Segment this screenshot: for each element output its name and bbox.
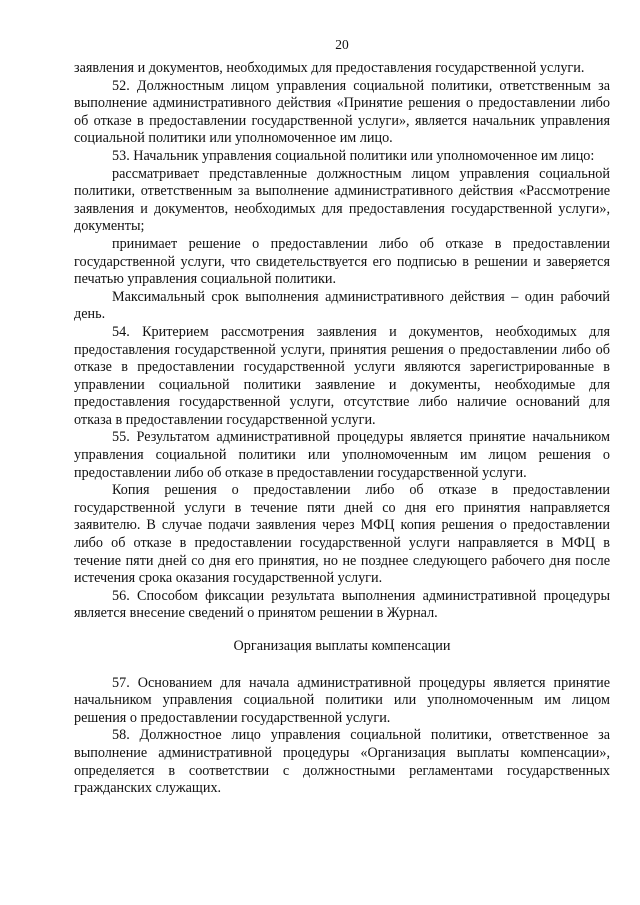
- paragraph-53: 53. Начальник управления социальной политики или уполномоченное им лицо:: [112, 147, 595, 164]
- paragraph-copy-of-decision: Копия решения о предоставлении либо об отказе в предоставлении государственной услуги в течение пяти дней со дня его принятия направляется заявителю. В случае подачи заявления через МФЦ копия решения о предоставлении либо об отказе в предоставлении государственной услуги направляется в МФЦ в течение пяти дней со дня его принятия, но не позднее следующего рабочего дня после истечения срока оказания государственной услуги.: [74, 482, 610, 587]
- paragraph-53-decides: принимает решение о предоставлении либо об отказе в предоставлении государственной услуги, что свидетельствуется его подписью в решении и заверяется печатью управления социальной политики.: [74, 235, 610, 288]
- paragraph-55: 55. Результатом административной процедуры является принятие начальником управления социальной политики или уполномоченным им лицом решения о предоставлении либо об отказе в предоставлении государственной услуги.: [74, 429, 610, 481]
- paragraph-54: 54. Критерием рассмотрения заявления и документов, необходимых для предоставления государственной услуги, принятия решения о предоставлении либо об отказе в предоставлении государственной услуги являются зарегистрированные в управлении социальной политики заявление и документы, необходимые для предоставления государственной услуги, отсутствие либо наличие оснований для отказа в предоставлении государственной услуги.: [74, 323, 610, 428]
- paragraph-52: 52. Должностным лицом управления социальной политики, ответственным за выполнение административного действия «Принятие решения о предоставлении либо об отказе в предоставлении государственной услуги», является начальник управления социальной политики или уполномоченное им лицо.: [74, 77, 610, 147]
- paragraph-58: 58. Должностное лицо управления социальной политики, ответственное за выполнение административной процедуры «Организация выплаты компенсации», определяется в соответствии с должностными регламентами государственных гражданских служащих.: [74, 727, 610, 797]
- document-page: [74, 36, 610, 798]
- paragraph-57: 57. Основанием для начала административной процедуры является принятие начальником управления социальной политики или уполномоченным им лицом решения о предоставлении государственной услуги.: [74, 674, 610, 726]
- paragraph-56: 56. Способом фиксации результата выполнения административной процедуры является внесение сведений о принятом решении в Журнал.: [74, 587, 610, 622]
- paragraph-max-term: Максимальный срок выполнения административного действия – один рабочий день.: [74, 288, 610, 323]
- paragraph-53-reviews: рассматривает представленные должностным лицом управления социальной политики, ответственным за выполнение административного действия «Рассмотрение заявления и документов, необходимых для предоставления государственной услуги», документы;: [74, 165, 610, 235]
- section-heading: Организация выплаты компенсации: [233, 638, 451, 654]
- paragraph-continuation: заявления и документов, необходимых для предоставления государственной услуги.: [74, 60, 585, 76]
- page-number: 20: [335, 37, 349, 52]
